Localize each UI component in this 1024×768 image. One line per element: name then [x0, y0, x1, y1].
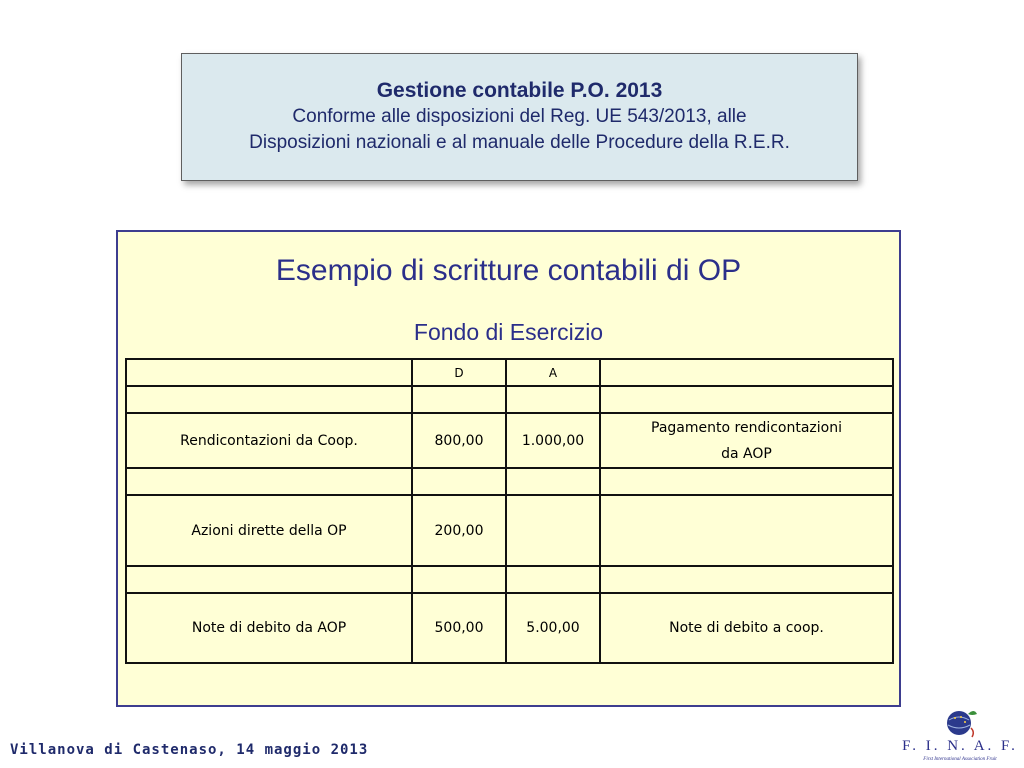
table-spacer-row — [126, 386, 893, 413]
row-credit: 5.00,00 — [506, 593, 600, 663]
header-cell-credit: A — [506, 359, 600, 386]
row-label: Azioni dirette della OP — [126, 495, 412, 566]
content-subtitle: Fondo di Esercizio — [413, 319, 604, 345]
row-note-line2: da AOP — [721, 445, 772, 462]
header-subtitle-line2: Disposizioni nazionali e al manuale delle Procedure della R.E.R. — [249, 132, 790, 153]
row-label: Rendicontazioni da Coop. — [126, 413, 412, 468]
finaf-logo — [900, 708, 1020, 768]
header-box — [181, 53, 858, 181]
row-note — [600, 495, 893, 566]
header-cell-note — [600, 359, 893, 386]
footer-location-date: Villanova di Castenaso, 14 maggio 2013 — [10, 742, 369, 758]
row-note-line1: Pagamento rendicontazioni — [651, 419, 842, 436]
header-cell-label — [126, 359, 412, 386]
table-spacer-row — [126, 468, 893, 495]
logo-tagline: First International Association Fruit — [923, 757, 997, 762]
content-box — [116, 230, 901, 707]
header-subtitle-line1: Conforme alle disposizioni del Reg. UE 543/2013, alle — [292, 106, 747, 127]
row-label: Note di debito da AOP — [126, 593, 412, 663]
table-spacer-row — [126, 566, 893, 593]
globe-icon — [944, 708, 978, 738]
row-note: Note di debito a coop. — [600, 593, 893, 663]
table-row — [126, 495, 893, 566]
row-note — [600, 413, 893, 468]
logo-text: F. I. N. A. F. — [902, 738, 1018, 754]
row-credit: 1.000,00 — [506, 413, 600, 468]
row-debit: 500,00 — [412, 593, 506, 663]
ledger-table — [125, 358, 894, 664]
row-credit — [506, 495, 600, 566]
row-debit: 800,00 — [412, 413, 506, 468]
table-row — [126, 413, 893, 468]
header-cell-debit: D — [412, 359, 506, 386]
content-title: Esempio di scritture contabili di OP — [275, 254, 742, 287]
table-header-row — [126, 359, 893, 386]
header-title: Gestione contabile P.O. 2013 — [376, 79, 663, 102]
row-debit: 200,00 — [412, 495, 506, 566]
table-row — [126, 593, 893, 663]
